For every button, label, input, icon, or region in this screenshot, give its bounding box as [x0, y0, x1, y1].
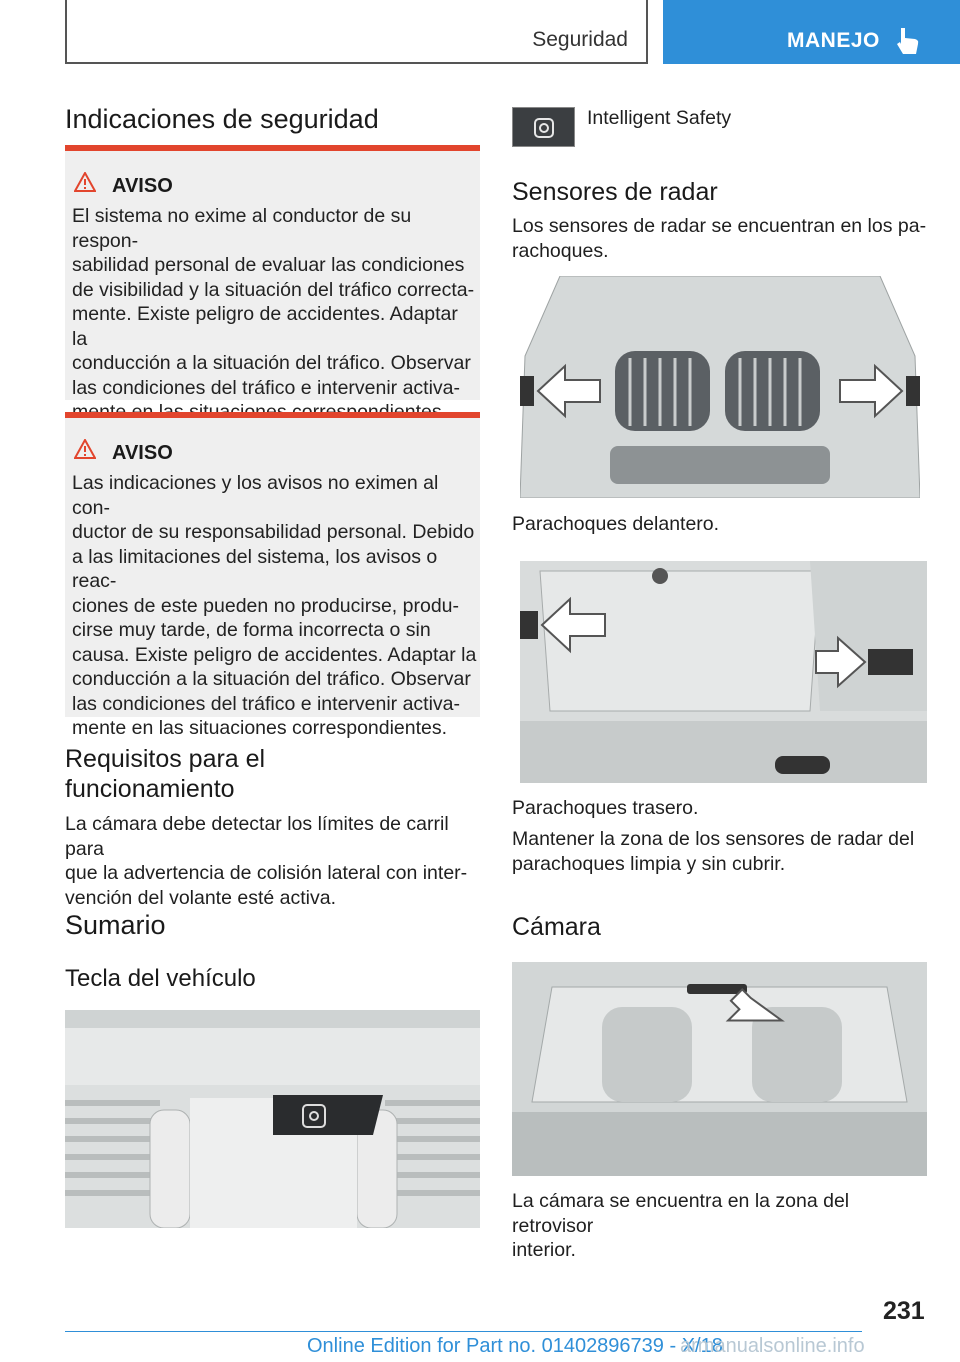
hand-pointer-icon	[895, 26, 921, 56]
vehicle-button-image	[65, 1010, 480, 1228]
camara-text	[512, 1189, 927, 1263]
warning-line: conducción a la situación del tráfico. Observar	[72, 668, 471, 690]
warning-bar	[65, 412, 480, 418]
warning-line: las condiciones del tráfico e intervenir activa‐	[72, 692, 461, 715]
header-section-label: Seguridad	[532, 28, 628, 51]
radar-text	[512, 214, 927, 263]
title-line: Requisitos para el	[65, 745, 266, 773]
text-line: parachoques limpia y sin cubrir.	[512, 852, 786, 875]
warning-label: AVISO	[112, 175, 173, 197]
section-title-radar: Sensores de radar	[512, 178, 718, 206]
title-line: funcionamiento	[65, 775, 235, 803]
header-section-box	[65, 0, 648, 64]
rear-car-illustration	[520, 561, 927, 783]
front-car-illustration	[520, 276, 920, 498]
text-line: vención del volante esté activa.	[65, 886, 337, 909]
warning-bar	[65, 145, 480, 151]
warning-line: mente. Existe peligro de accidentes. Adaptar la	[72, 303, 458, 350]
radar-note	[512, 827, 927, 876]
warning-line: conducción a la situación del tráfico. Observar	[72, 352, 471, 374]
text-line: rachoques.	[512, 239, 609, 262]
text-line: interior.	[512, 1239, 576, 1261]
dashboard-illustration	[65, 1010, 480, 1228]
warning-line: causa. Existe peligro de accidentes. Adaptar la	[72, 643, 477, 666]
warning-line: cirse muy tarde, de forma incorrecta o sin	[72, 619, 431, 641]
footer-divider	[65, 1331, 862, 1332]
warning-triangle-icon	[74, 172, 96, 192]
intelligent-safety-button-icon	[512, 107, 575, 147]
caption-front-bumper: Parachoques delantero.	[512, 513, 720, 535]
warning-text	[72, 471, 477, 741]
watermark: armanualsonline.info	[680, 1335, 865, 1357]
interior-illustration	[512, 962, 927, 1176]
section-title-camara: Cámara	[512, 913, 601, 941]
text-line: Los sensores de radar se encuentran en los pa‐	[512, 215, 927, 237]
requisitos-text	[65, 812, 480, 910]
header-chapter-tab[interactable]	[663, 0, 960, 64]
warning-text	[72, 204, 477, 425]
warning-line: sabilidad personal de evaluar las condiciones	[72, 254, 465, 276]
page-number: 231	[883, 1297, 925, 1325]
warning-box-1	[65, 145, 480, 400]
text-line: La cámara debe detectar los límites de carril para	[65, 813, 449, 860]
warning-triangle-icon	[74, 439, 96, 459]
camera-image	[512, 962, 927, 1176]
warning-line: a las limitaciones del sistema, los avisos o reac‐	[72, 545, 438, 592]
warning-line: ductor de su responsabilidad personal. Debido	[72, 521, 475, 543]
warning-box-2	[65, 412, 480, 739]
page-title: Indicaciones de seguridad	[65, 104, 379, 134]
warning-line: El sistema no exime al conductor de su respon‐	[72, 205, 412, 252]
edition-info: Online Edition for Part no. 01402896739 - X/18	[307, 1335, 723, 1357]
warning-label: AVISO	[112, 442, 173, 464]
section-title-requisitos	[65, 744, 480, 804]
subsection-title-tecla: Tecla del vehículo	[65, 965, 256, 992]
text-line: que la advertencia de colisión lateral con inter‐	[65, 862, 468, 884]
caption-rear-bumper: Parachoques trasero.	[512, 797, 699, 819]
text-line: Mantener la zona de los sensores de radar del	[512, 828, 915, 850]
section-title-sumario: Sumario	[65, 910, 166, 940]
intelligent-safety-label: Intelligent Safety	[587, 107, 732, 129]
rear-bumper-image	[520, 561, 927, 783]
warning-line: mente en las situaciones correspondientes.	[72, 717, 448, 739]
warning-line: las condiciones del tráfico e intervenir activa‐	[72, 376, 461, 399]
warning-line: Las indicaciones y los avisos no eximen al con‐	[72, 472, 439, 519]
header-chapter-label: MANEJO	[787, 29, 880, 52]
warning-line: de visibilidad y la situación del tráfico correcta‐	[72, 278, 475, 301]
warning-line: ciones de este pueden no producirse, produ‐	[72, 594, 460, 617]
front-bumper-image	[520, 276, 920, 498]
text-line: La cámara se encuentra en la zona del retrovisor	[512, 1190, 850, 1237]
